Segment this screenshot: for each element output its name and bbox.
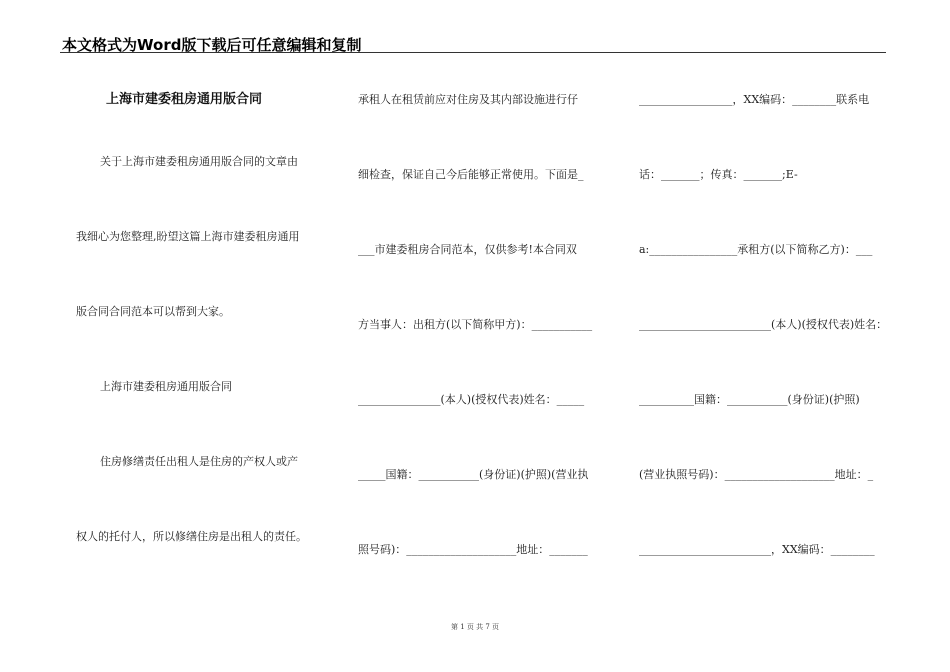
text-line: _______________(本人)(授权代表)姓名：_____ <box>358 393 585 406</box>
document-header: 本文格式为Word版下载后可任意编辑和复制 <box>62 36 362 54</box>
text-line: a:________________承租方(以下简称乙方)：___ <box>639 243 873 256</box>
text-column-1 <box>62 0 322 672</box>
text-line: 细检查，保证自己今后能够正常使用。下面是_ <box>358 168 584 181</box>
text-line: (营业执照号码)：____________________地址：_ <box>639 468 874 481</box>
text-line: 话：_______；传真：_______;E- <box>639 168 798 181</box>
text-line: _________________，XX编码：________联系电 <box>639 93 870 106</box>
text-line: 关于上海市建委租房通用版合同的文章由 <box>100 155 298 168</box>
text-column-2 <box>356 0 616 672</box>
text-line: ________________________，XX编码：________ <box>639 543 875 556</box>
text-line: ___市建委租房合同范本，仅供参考!本合同双 <box>358 243 577 256</box>
text-line: ________________________(本人)(授权代表)姓名： <box>639 318 888 331</box>
page-number: 第 1 页 共 7 页 <box>450 623 500 631</box>
text-line: 承租人在租赁前应对住房及其内部设施进行仔 <box>358 93 578 106</box>
text-line: 版合同合同范本可以帮到大家。 <box>76 305 230 318</box>
text-line: _____国籍：___________(身份证)(护照)(营业执 <box>358 468 589 481</box>
text-line: 照号码)：____________________地址：_______ <box>358 543 588 556</box>
text-line: __________国籍：___________(身份证)(护照) <box>639 393 860 406</box>
text-line: 上海市建委租房通用版合同 <box>100 380 232 393</box>
text-line: 住房修缮责任出租人是住房的产权人或产 <box>100 455 298 468</box>
text-line: 权人的托付人，所以修缮住房是出租人的责任。 <box>76 530 307 543</box>
text-line: 我细心为您整理,盼望这篇上海市建委租房通用 <box>76 230 300 243</box>
text-column-3 <box>637 0 897 672</box>
text-line: 方当事人：出租方(以下简称甲方)：___________ <box>358 318 593 331</box>
document-title: 上海市建委租房通用版合同 <box>106 92 263 107</box>
